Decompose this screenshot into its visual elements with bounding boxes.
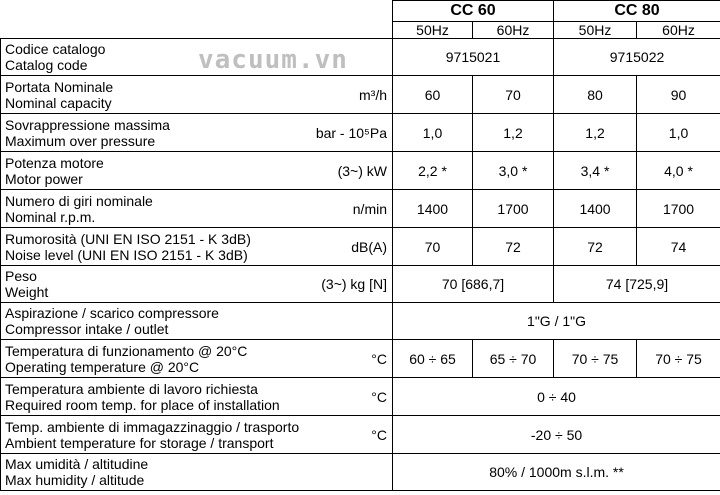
- label-italian: Peso: [5, 268, 37, 284]
- unit-label: °C: [371, 350, 387, 367]
- label-english: Compressor intake / outlet: [5, 321, 169, 337]
- label-italian: Portata Nominale: [5, 78, 114, 95]
- table-row: [1, 454, 720, 491]
- label-english: Required room temp. for place of installation: [5, 396, 280, 413]
- freq-header: 50Hz: [554, 22, 637, 39]
- table-row: [1, 228, 720, 266]
- value-cell: 80% / 1000m s.l.m. **: [393, 454, 720, 491]
- value-cell: 90: [637, 76, 720, 114]
- watermark-logo: vacuum.vn: [198, 45, 348, 75]
- table-row: [1, 266, 720, 303]
- freq-header: 60Hz: [637, 22, 720, 39]
- unit-label: n/min: [352, 200, 387, 217]
- label-italian: Temperatura ambiente di lavoro richiesta: [5, 380, 258, 397]
- label-english: Maximum over pressure: [5, 132, 156, 149]
- table-row: [1, 39, 720, 76]
- row-label: [1, 303, 393, 340]
- table-row: [1, 152, 720, 190]
- row-label: [1, 190, 393, 228]
- freq-header: 50Hz: [393, 22, 473, 39]
- model-header-cc60: CC 60: [393, 1, 554, 22]
- row-label: [1, 266, 393, 303]
- label-english: Ambient temperature for storage / transport: [5, 434, 274, 451]
- value-cell: 0 ÷ 40: [393, 378, 720, 416]
- row-label: [1, 76, 393, 114]
- spec-rows: [1, 39, 720, 491]
- freq-header: 60Hz: [473, 22, 554, 39]
- label-italian: Aspirazione / scarico compressore: [5, 305, 219, 321]
- label-italian: Sovrappressione massima: [5, 116, 170, 133]
- unit-label: °C: [371, 388, 387, 405]
- value-cell: 1,0: [637, 114, 720, 152]
- table-row: [1, 378, 720, 416]
- value-cell: 1400: [393, 190, 473, 228]
- unit-label: °C: [371, 426, 387, 443]
- value-cell: 72: [473, 228, 554, 266]
- value-cell: 70 ÷ 75: [637, 340, 720, 378]
- label-english: Max humidity / altitude: [5, 472, 145, 488]
- label-italian: Temp. ambiente di immagazzinaggio / trasporto: [5, 418, 300, 435]
- table-row: [1, 416, 720, 454]
- value-cell: 3,4 *: [554, 152, 637, 190]
- row-label: [1, 378, 393, 416]
- value-cell: 74: [637, 228, 720, 266]
- table-row: [1, 303, 720, 340]
- value-cell: 4,0 *: [637, 152, 720, 190]
- value-cell: 2,2 *: [393, 152, 473, 190]
- unit-label: (3~) kg [N]: [321, 276, 387, 292]
- value-cell: 65 ÷ 70: [473, 340, 554, 378]
- unit-label: bar - 10⁵Pa: [315, 124, 387, 141]
- label-italian: Rumorosità (UNI EN ISO 2151 - K 3dB): [5, 230, 251, 247]
- unit-label: dB(A): [351, 238, 387, 255]
- row-label: [1, 114, 393, 152]
- value-cell: 80: [554, 76, 637, 114]
- value-cell: 9715022: [554, 39, 720, 76]
- value-cell: 1700: [637, 190, 720, 228]
- table-row: [1, 340, 720, 378]
- table-row: [1, 190, 720, 228]
- value-cell: 70: [393, 228, 473, 266]
- label-english: Catalog code: [5, 57, 88, 73]
- table-row: [1, 114, 720, 152]
- value-cell: 74 [725,9]: [554, 266, 720, 303]
- label-english: Nominal r.p.m.: [5, 208, 96, 225]
- row-label: [1, 416, 393, 454]
- unit-label: m³/h: [359, 86, 387, 103]
- label-italian: Max umidità / altitudine: [5, 456, 149, 472]
- value-cell: 3,0 *: [473, 152, 554, 190]
- label-english: Operating temperature @ 20°C: [5, 358, 200, 375]
- label-italian: Potenza motore: [5, 154, 104, 171]
- value-cell: 72: [554, 228, 637, 266]
- row-label: [1, 454, 393, 491]
- label-italian: Codice catalogo: [5, 41, 106, 57]
- table-row: [1, 76, 720, 114]
- row-label: [1, 228, 393, 266]
- value-cell: 1400: [554, 190, 637, 228]
- value-cell: 60 ÷ 65: [393, 340, 473, 378]
- value-cell: 1"G / 1"G: [393, 303, 720, 340]
- label-italian: Numero di giri nominale: [5, 192, 153, 209]
- value-cell: 9715021: [393, 39, 554, 76]
- value-cell: 70: [473, 76, 554, 114]
- row-label: [1, 340, 393, 378]
- header-blank: [1, 1, 393, 39]
- value-cell: 1,2: [554, 114, 637, 152]
- label-english: Nominal capacity: [5, 94, 112, 111]
- label-english: Motor power: [5, 170, 83, 187]
- value-cell: 70 [686,7]: [393, 266, 554, 303]
- label-italian: Temperatura di funzionamento @ 20°C: [5, 342, 248, 359]
- value-cell: 1700: [473, 190, 554, 228]
- value-cell: -20 ÷ 50: [393, 416, 720, 454]
- value-cell: 1,0: [393, 114, 473, 152]
- label-english: Noise level (UNI EN ISO 2151 - K 3dB): [5, 246, 248, 263]
- value-cell: 70 ÷ 75: [554, 340, 637, 378]
- value-cell: 1,2: [473, 114, 554, 152]
- value-cell: 60: [393, 76, 473, 114]
- unit-label: (3~) kW: [337, 162, 387, 179]
- row-label: [1, 152, 393, 190]
- label-english: Weight: [5, 284, 49, 300]
- model-header-cc80: CC 80: [554, 1, 720, 22]
